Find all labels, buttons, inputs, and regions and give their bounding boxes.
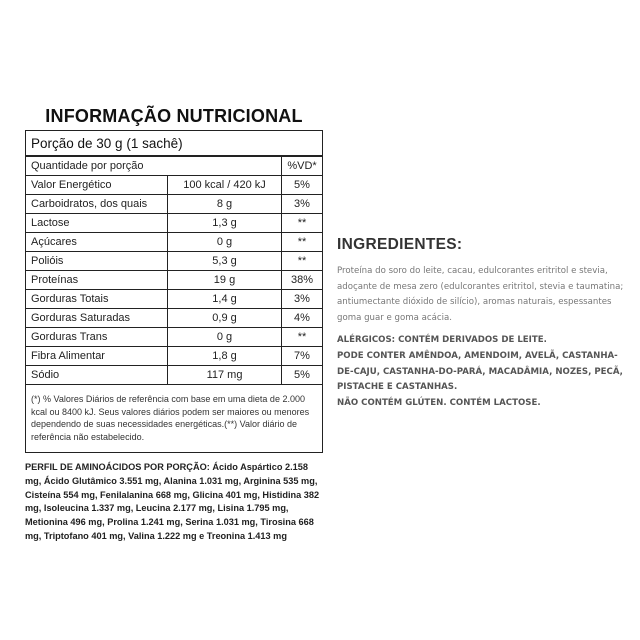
table-row (26, 366, 322, 385)
nutrient-name: Gorduras Totais (26, 290, 168, 309)
nutrient-amount: 100 kcal / 420 kJ (168, 176, 282, 195)
nutrient-vd: ** (282, 252, 323, 271)
nutrient-amount: 1,8 g (168, 347, 282, 366)
table-row (26, 214, 322, 233)
nutrition-panel (25, 104, 323, 544)
daily-value-footnote: (*) % Valores Diários de referência com base em uma dieta de 2.000 kcal ou 8400 kJ. Seus valores diários podem ser maiores ou menores dependendo de suas necessidades energéticas.(**) Valor diário de referência não estabelecido. (26, 384, 322, 452)
table-row (26, 309, 322, 328)
nutrition-table (26, 156, 322, 384)
ingredients-text: Proteína do soro do leite, cacau, edulcorantes eritritol e stevia, adoçante de mesa zero (edulcorantes eritritol, stevia e taumatina; antiumectante dióxido de silício), aromas naturais, espessantes goma guar e goma acácia. (337, 266, 624, 323)
nutrient-name: Sódio (26, 366, 168, 385)
nutrient-amount: 5,3 g (168, 252, 282, 271)
nutrient-amount: 0 g (168, 233, 282, 252)
nutrient-vd: ** (282, 233, 323, 252)
amino-acid-profile: PERFIL DE AMINOÁCIDOS POR PORÇÃO: Ácido Aspártico 2.158 mg, Ácido Glutâmico 3.551 mg, Alanina 1.031 mg, Arginina 535 mg, Cisteína 554 mg, Fenilalanina 668 mg, Glicina 401 mg, Histidina 382 mg, Isoleucina 1.337 mg, Leucina 2.177 mg, Lisina 1.795 mg, Metionina 496 mg, Prolina 1.241 mg, Serina 1.031 mg, Tirosina 668 mg, Triptofano 401 mg, Valina 1.222 mg e Treonina 1.413 mg (25, 462, 320, 541)
table-row (26, 328, 322, 347)
nutrient-amount: 19 g (168, 271, 282, 290)
nutrient-name: Gorduras Saturadas (26, 309, 168, 328)
allergens-line: PODE CONTER AMÊNDOA, AMENDOIM, AVELÃ, CASTANHA-DE-CAJU, CASTANHA-DO-PARÁ, MACADÂMIA, NOZES, PECÃ, PISTACHE E CASTANHAS. (337, 350, 623, 393)
nutrient-name: Fibra Alimentar (26, 347, 168, 366)
nutrient-name: Lactose (26, 214, 168, 233)
nutrient-amount: 1,3 g (168, 214, 282, 233)
table-row (26, 252, 322, 271)
nutrient-vd: 4% (282, 309, 323, 328)
nutrient-name: Valor Energético (26, 176, 168, 195)
nutrient-vd: ** (282, 214, 323, 233)
nutrient-amount: 8 g (168, 195, 282, 214)
allergens-info (337, 333, 627, 411)
nutrition-table-box (25, 130, 323, 453)
ingredients-title: INGREDIENTES: (337, 236, 463, 253)
nutrient-vd: ** (282, 328, 323, 347)
table-row (26, 290, 322, 309)
nutrient-name: Carboidratos, dos quais (26, 195, 168, 214)
allergens-line: ALÉRGICOS: CONTÉM DERIVADOS DE LEITE. (337, 335, 547, 346)
nutrient-vd: 3% (282, 290, 323, 309)
nutrient-amount: 117 mg (168, 366, 282, 385)
table-row (26, 271, 322, 290)
nutrient-vd: 7% (282, 347, 323, 366)
table-row (26, 176, 322, 195)
table-row (26, 347, 322, 366)
nutrient-vd: 3% (282, 195, 323, 214)
nutrient-name: Polióis (26, 252, 168, 271)
nutrient-amount: 0,9 g (168, 309, 282, 328)
header-label: Quantidade por porção (26, 157, 282, 176)
nutrient-name: Proteínas (26, 271, 168, 290)
nutrient-name: Gorduras Trans (26, 328, 168, 347)
nutrient-vd: 5% (282, 366, 323, 385)
allergens-line: NÃO CONTÉM GLÚTEN. CONTÉM LACTOSE. (337, 397, 541, 408)
ingredients-panel (337, 236, 627, 411)
table-row (26, 233, 322, 252)
portion-size: Porção de 30 g (1 sachê) (26, 131, 322, 156)
nutrition-title: INFORMAÇÃO NUTRICIONAL (45, 106, 303, 126)
header-vd: %VD* (282, 157, 323, 176)
table-header-row (26, 157, 322, 176)
nutrient-vd: 5% (282, 176, 323, 195)
nutrient-amount: 0 g (168, 328, 282, 347)
nutrient-name: Açúcares (26, 233, 168, 252)
nutrient-amount: 1,4 g (168, 290, 282, 309)
table-row (26, 195, 322, 214)
nutrient-vd: 38% (282, 271, 323, 290)
